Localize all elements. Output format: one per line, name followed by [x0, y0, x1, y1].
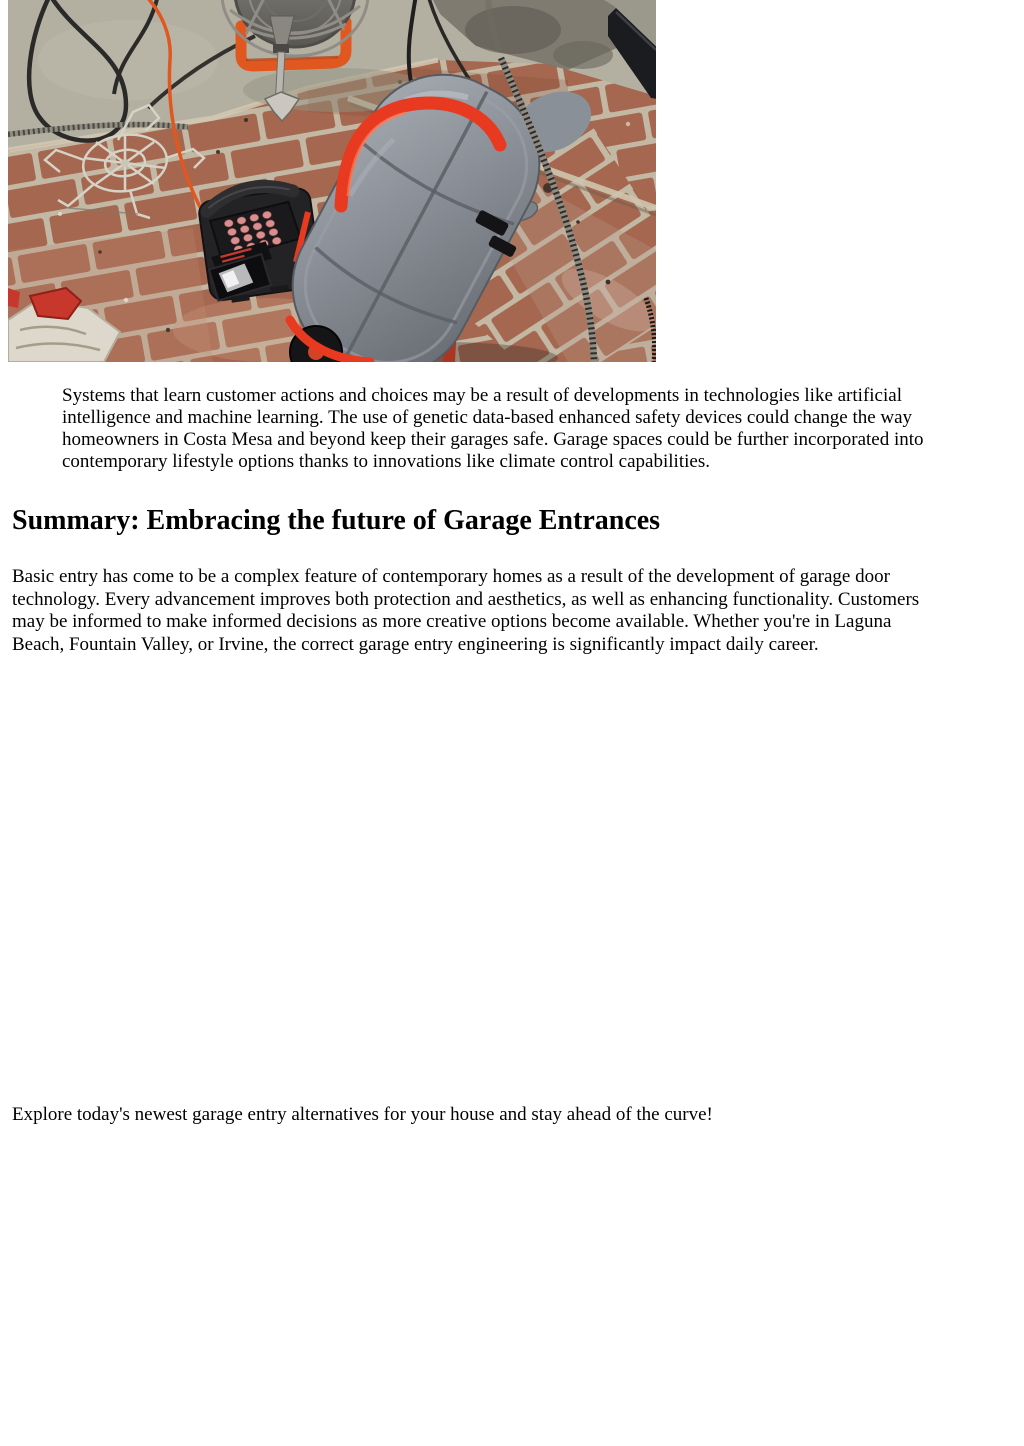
text-line: homeowners in Costa Mesa and beyond keep their garages safe. Garage spaces could be further incorporated into	[62, 429, 924, 450]
empty-content-gap	[0, 656, 1024, 1104]
text-line: may be informed to make informed decisions as more creative options become available. Whether you're in Laguna	[12, 611, 892, 632]
cutter-rod	[276, 52, 285, 94]
equipment-photo-illustration	[8, 0, 656, 362]
text-line: Systems that learn customer actions and choices may be a result of developments in technologies like artificial	[62, 385, 902, 406]
text-line: intelligence and machine learning. The use of genetic data-based enhanced safety devices could change the way	[62, 407, 913, 428]
text-line: Basic entry has come to be a complex feature of contemporary homes as a result of the development of garage door	[12, 566, 890, 587]
summary-heading: Summary: Embracing the future of Garage Entrances	[12, 505, 661, 536]
text-line: technology. Every advancement improves both protection and aesthetics, as well as enhancing functionality. Customers	[12, 588, 920, 610]
article-photo	[8, 0, 656, 362]
text-line: contemporary lifestyle options thanks to innovations like climate control capabilities.	[62, 451, 710, 472]
text-line: Beach, Fountain Valley, or Irvine, the correct garage entry engineering is significantly impact daily career.	[12, 633, 819, 655]
summary-paragraph	[12, 566, 1024, 656]
intro-paragraph	[62, 385, 1024, 473]
cta-line: Explore today's newest garage entry alternatives for your house and stay ahead of the curve!	[12, 1104, 713, 1125]
